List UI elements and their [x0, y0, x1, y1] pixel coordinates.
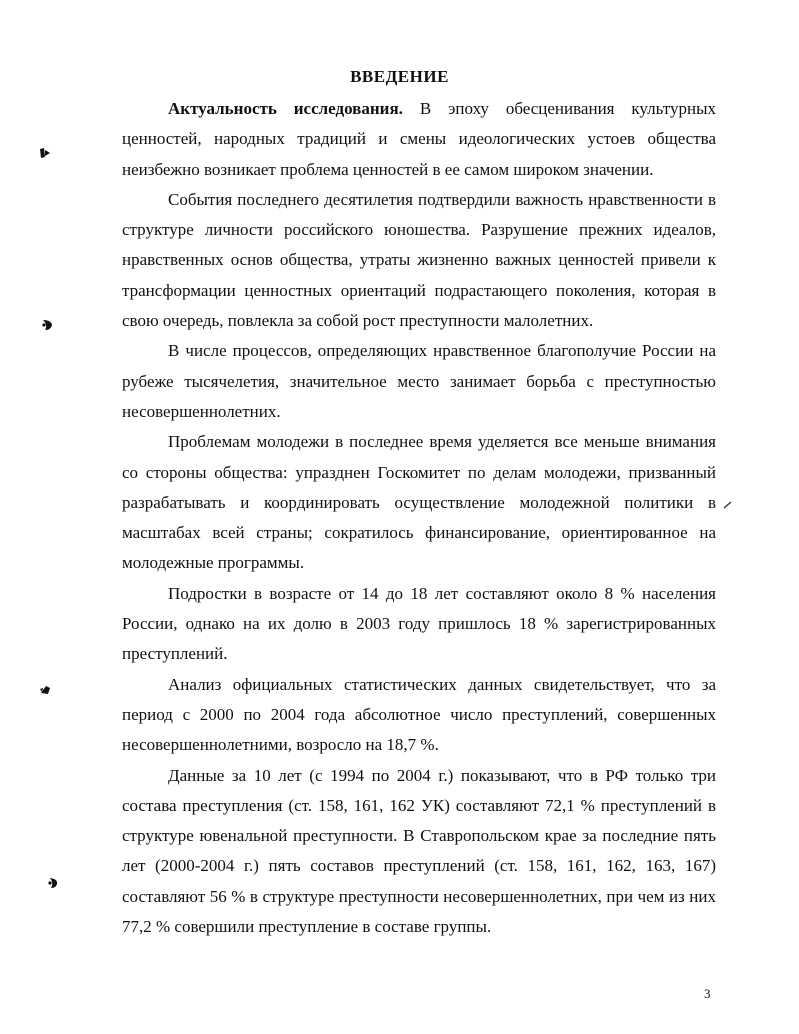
- punch-hole-mark: [38, 146, 52, 160]
- paragraph: [122, 427, 716, 578]
- paragraph: [122, 579, 716, 670]
- paragraph-text: Проблемам молодежи в последнее время уделяется все меньше внимания со стороны общества: упразднен Госкомитет по делам молодежи, призванный разрабатывать и координировать осуществление молодежной политики в масштабах всей страны; сократилось финансирование, ориентированное на молодежные программы.: [122, 432, 716, 573]
- paragraph: [122, 94, 716, 185]
- paragraph-lead: Актуальность исследования.: [168, 99, 403, 118]
- paragraph: [122, 761, 716, 943]
- punch-hole-mark: [40, 318, 54, 332]
- paragraph-text: События последнего десятилетия подтвердили важность нравственности в структуре личности российского юношества. Разрушение прежних идеалов, нравственных основ общества, утраты жизненно важных ценностей привели к трансформации ценностных ориентаций подрастающего поколения, которая в свою очередь, повлекла за собой рост преступности малолетних.: [122, 189, 716, 331]
- body-text: [122, 94, 716, 942]
- margin-tick-mark: [722, 497, 734, 511]
- paragraph: [122, 336, 716, 427]
- paragraph: [122, 185, 716, 336]
- punch-hole-mark: [46, 876, 60, 890]
- paragraph: [122, 670, 716, 761]
- paragraph-text: В числе процессов, определяющих нравственное благополучие России на рубеже тысячелетия, значительное место занимает борьба с преступностью несовершеннолетних.: [122, 341, 716, 421]
- page-title: ВВЕДЕНИЕ: [350, 67, 449, 86]
- page-number: 3: [704, 986, 711, 1001]
- paragraph-text: Анализ официальных статистических данных свидетельствует, что за период с 2000 по 2004 года абсолютное число преступлений, совершенных несовершеннолетними, возросло на 18,7 %.: [122, 674, 716, 755]
- paragraph-text: Подростки в возрасте от 14 до 18 лет составляют около 8 % населения России, однако на их долю в 2003 году пришлось 18 % зарегистрированных преступлений.: [122, 583, 716, 664]
- punch-hole-mark: [38, 683, 52, 697]
- paragraph-text: В эпоху обесценивания культурных ценностей, народных традиций и смены идеологических устоев общества неизбежно возникает проблема ценностей в ее самом широком значении.: [122, 99, 716, 179]
- paragraph-text: Данные за 10 лет (с 1994 по 2004 г.) показывают, что в РФ только три состава преступления (ст. 158, 161, 162 УК) составляют 72,1 % преступлений в структуре ювенальной преступности. В Ставропольском крае за последние пять лет (2000-2004 г.) пять составов преступлений (ст. 158, 161, 162, 163, 167) составляют 56 % в структуре преступности несовершеннолетних, при чем из них 77,2 % совершили преступление в составе группы.: [122, 765, 716, 937]
